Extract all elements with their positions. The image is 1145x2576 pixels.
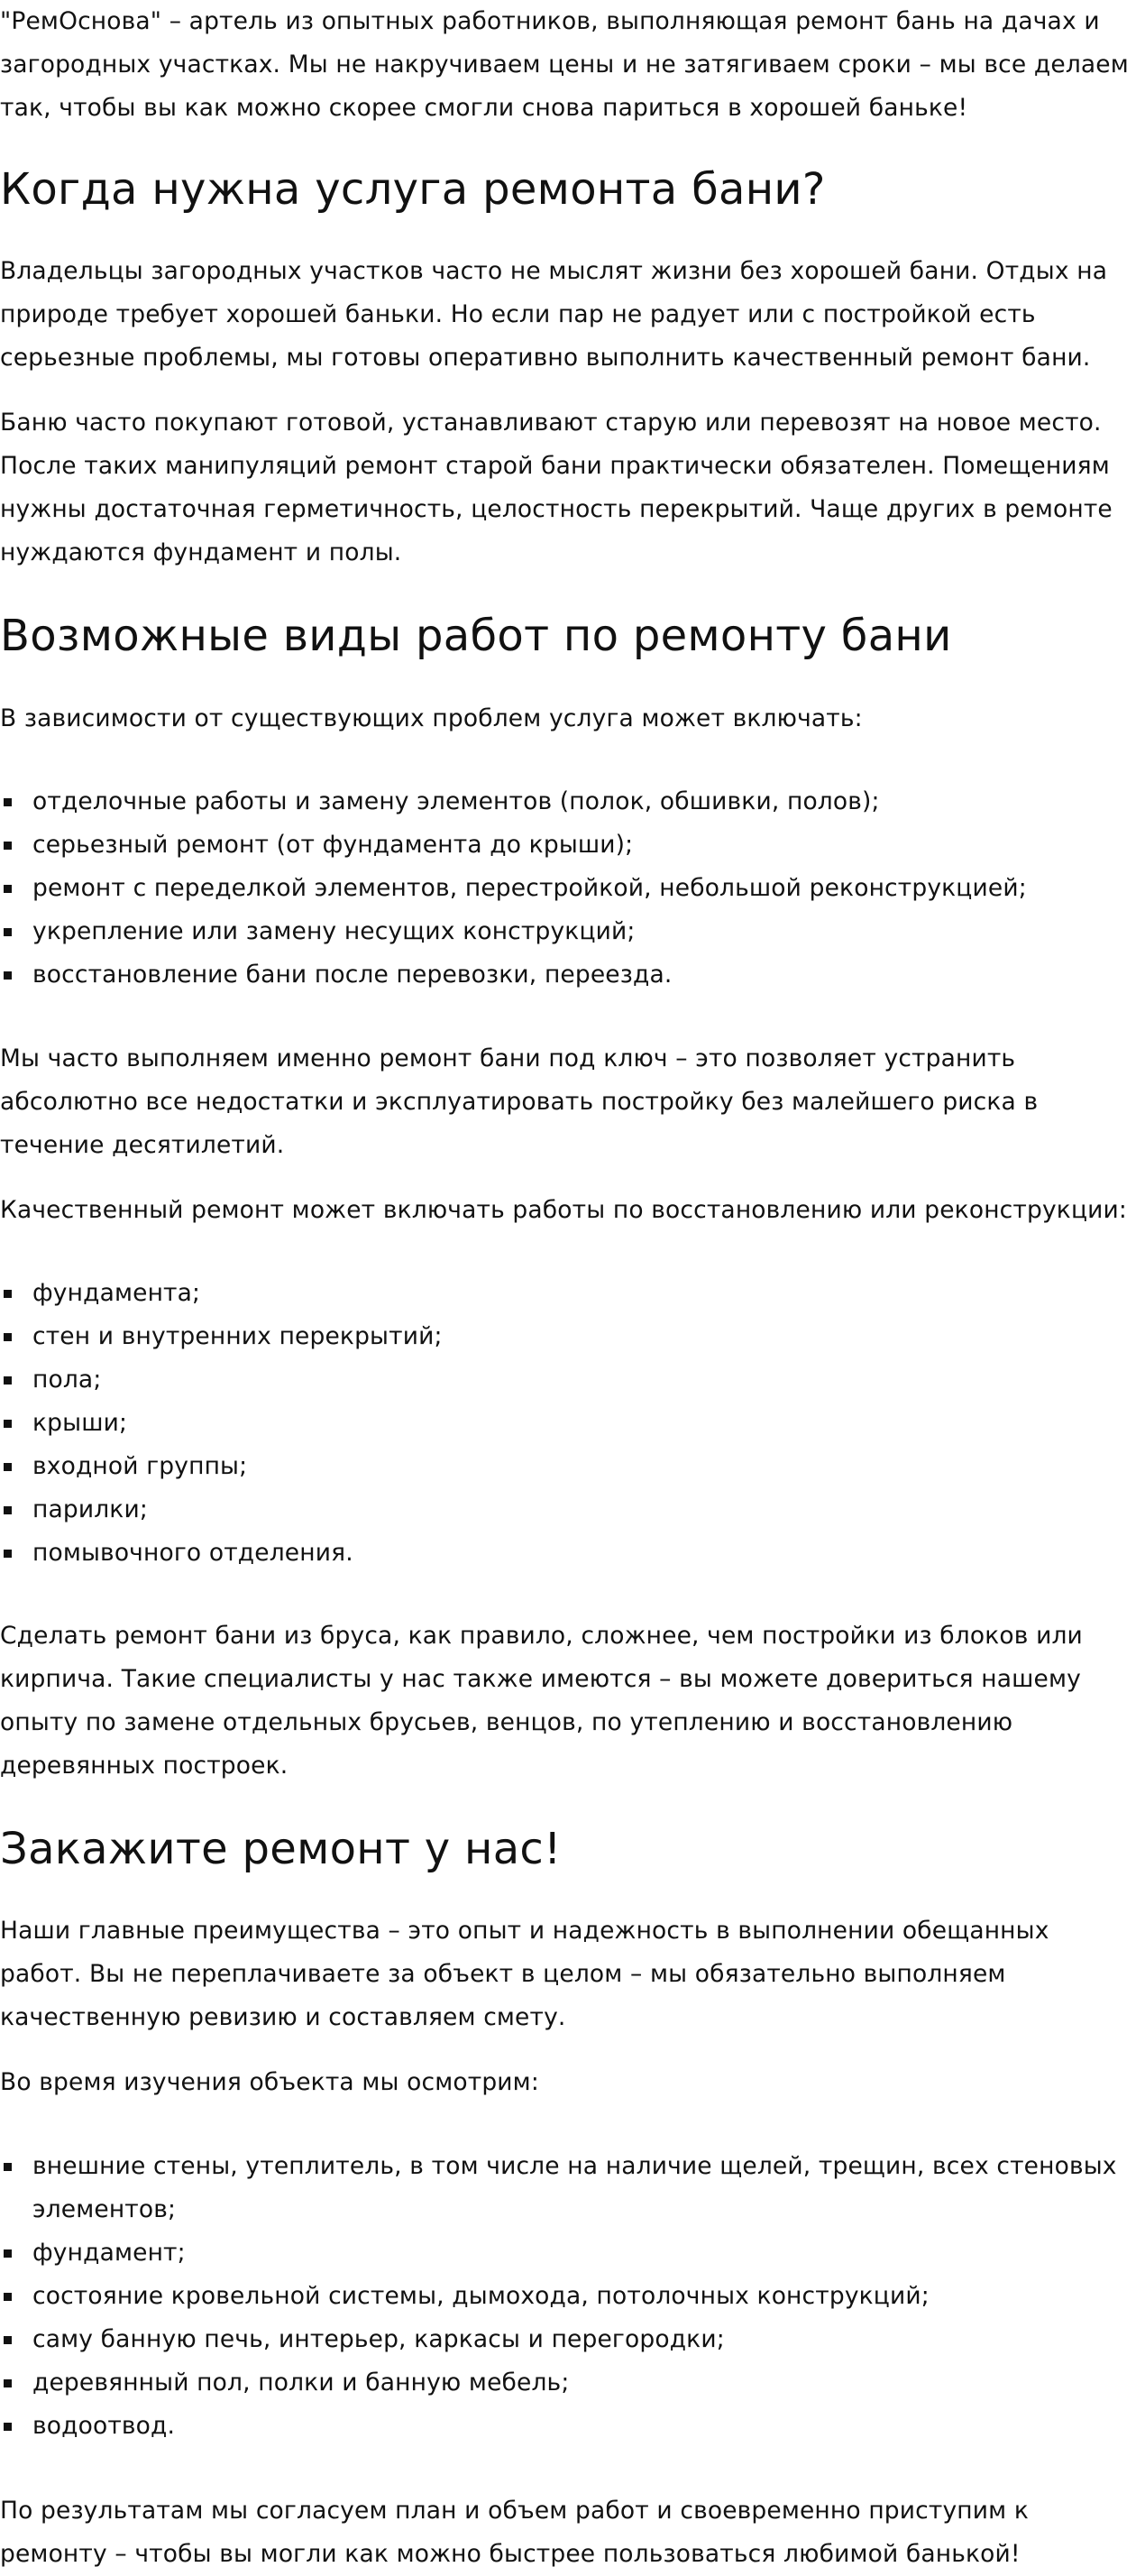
list-item [0,1445,1138,1488]
paragraph-inspection-lead: Во время изучения объекта мы осмотрим: [0,2068,539,2096]
paragraph-depending: В зависимости от существующих проблем услуга может включать: [0,704,863,732]
paragraph-turnkey: Мы часто выполняем именно ремонт бани под ключ – это позволяет устранить абсолютно все недостатки и эксплуатировать постройку без малейшего риска в течение десятилетий. [0,1044,1039,1159]
bullet-icon [4,971,12,980]
list-item [0,2145,1138,2231]
list-item [0,2231,1138,2275]
restoration-list [0,1272,1138,1575]
list-item-text: внешние стены, утеплитель, в том числе на наличие щелей, трещин, всех стеновых элементов; [32,2152,1117,2223]
list-item [0,1532,1138,1575]
list-item [0,823,1138,867]
inspection-list [0,2145,1138,2448]
list-item [0,953,1138,997]
list-item-text: входной группы; [32,1452,248,1480]
list-item-text: фундамент; [32,2239,186,2267]
work-types-list [0,780,1138,997]
bullet-icon [4,798,12,806]
list-item [0,2405,1138,2448]
list-item-text: восстановление бани после перевозки, переезда. [32,961,673,989]
list-item-text: деревянный пол, полки и банную мебель; [32,2369,570,2397]
bullet-icon [4,2423,12,2431]
bullet-icon [4,1376,12,1385]
list-item-text: водоотвод. [32,2412,176,2440]
list-item [0,867,1138,910]
bullet-icon [4,842,12,850]
bullet-icon [4,2379,12,2387]
paragraph-advantages: Наши главные преимущества – это опыт и надежность в выполнении обещанных работ. Вы не переплачиваете за объект в целом – мы обязательно выполняем качественную ревизию и составляем смету. [0,1917,1049,2031]
list-item [0,910,1138,953]
list-item [0,1402,1138,1445]
list-item [0,2361,1138,2405]
bullet-icon [4,2336,12,2344]
bullet-icon [4,1506,12,1514]
list-item-text: фундамента; [32,1279,201,1307]
heading-order: Закажите ремонт у нас! [0,1824,562,1874]
list-item-text: укрепление или замену несущих конструкций; [32,917,636,945]
list-item-text: саму банную печь, интерьер, каркасы и перегородки; [32,2325,725,2353]
list-item-text: парилки; [32,1495,148,1523]
list-item-text: пола; [32,1366,102,1394]
paragraph-result: По результатам мы согласуем план и объем работ и своевременно приступим к ремонту – чтобы вы могли как можно быстрее пользоваться любимой банькой! [0,2497,1030,2568]
bullet-icon [4,928,12,936]
list-item [0,2318,1138,2361]
bullet-icon [4,2163,12,2171]
list-item-text: ремонт с переделкой элементов, перестройкой, небольшой реконструкцией; [32,874,1027,902]
list-item-text: крыши; [32,1409,128,1437]
list-item [0,1488,1138,1532]
bullet-icon [4,1420,12,1428]
list-item [0,780,1138,823]
bullet-icon [4,2249,12,2258]
paragraph-bought-ready: Баню часто покупают готовой, устанавливают старую или перевозят на новое место. После таких манипуляций ремонт старой бани практически обязателен. Помещениям нужны достаточная герметичность, целостность перекрытий. Чаще других в ремонте нуждаются фундамент и полы. [0,409,1113,566]
bullet-icon [4,1290,12,1298]
intro-paragraph: "РемОснова" – артель из опытных работников, выполняющая ремонт бань на дачах и загородных участках. Мы не накручиваем цены и не затягиваем сроки – мы все делаем так, чтобы вы как можно скорее смогли снова париться в хорошей баньке! [0,7,1129,122]
list-item [0,2275,1138,2318]
list-item-text: стен и внутренних перекрытий; [32,1322,443,1350]
heading-when-needed: Когда нужна услуга ремонта бани? [0,164,826,215]
bullet-icon [4,1333,12,1341]
list-item-text: отделочные работы и замену элементов (полок, обшивки, полов); [32,787,880,815]
list-item [0,1272,1138,1315]
bullet-icon [4,1550,12,1558]
bullet-icon [4,1463,12,1471]
paragraph-timber: Сделать ремонт бани из бруса, как правило, сложнее, чем постройки из блоков или кирпича. Такие специалисты у нас также имеются – вы можете довериться нашему опыту по замене отдельных брусьев, венцов, по утеплению и восстановлению деревянных построек. [0,1622,1083,1780]
list-item [0,1358,1138,1402]
paragraph-owners: Владельцы загородных участков часто не мыслят жизни без хорошей бани. Отдых на природе требует хорошей баньки. Но если пар не радует или с постройкой есть серьезные проблемы, мы готовы оперативно выполнить качественный ремонт бани. [0,257,1108,372]
bullet-icon [4,885,12,893]
list-item-text: помывочного отделения. [32,1539,353,1567]
paragraph-quality-repair: Качественный ремонт может включать работы по восстановлению или реконструкции: [0,1196,1127,1224]
list-item [0,1315,1138,1358]
list-item-text: состояние кровельной системы, дымохода, потолочных конструкций; [32,2282,930,2310]
heading-work-types: Возможные виды работ по ремонту бани [0,611,952,661]
bullet-icon [4,2293,12,2301]
list-item-text: серьезный ремонт (от фундамента до крыши); [32,831,634,859]
